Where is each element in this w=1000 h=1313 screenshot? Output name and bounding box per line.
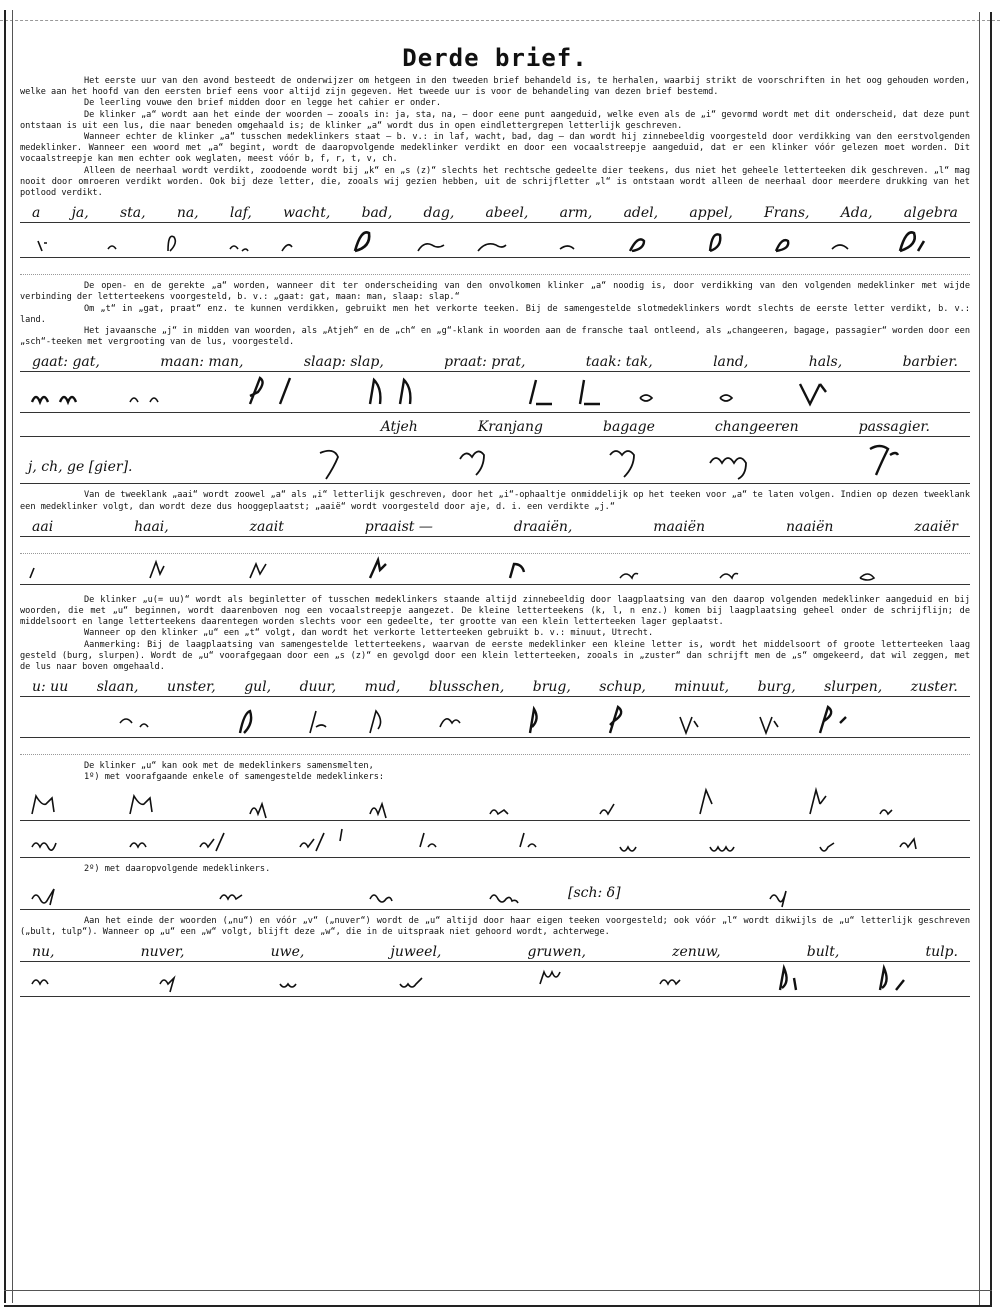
paragraph-5: Alleen de neerhaal wordt verdikt, zoodoende wordt bij „k“ en „s (z)“ slechts het rechtsche gedeelte dier teekens, dus niet het geheele letterteeken dik geschreven. „l“ mag nooit door omroeren verdikt worden. Ook bij deze letter, die, zooals wij gezien hebben, uit de schrijfletter „l“ is ontstaan wordt alleen de neerhaal door meerdere drukking van het potlood verdikt. xyxy=(20,165,970,199)
top-border xyxy=(0,0,1000,21)
paragraph-14: 1º) met voorafgaande enkele of samengestelde medeklinkers: xyxy=(84,772,385,783)
paragraph-2: De leerling vouwe den brief midden door en legge het cahier er onder. xyxy=(84,98,441,109)
word: maaiën xyxy=(653,518,706,535)
row-prefix-label: j, ch, ge [gier]. xyxy=(28,459,133,476)
word: bagage xyxy=(603,419,655,436)
paragraph-13: De klinker „u“ kan ook met de medeklinkers samensmelten, xyxy=(84,761,374,772)
stenography-signs xyxy=(20,875,970,909)
ruled-line xyxy=(20,537,970,554)
word: zuster. xyxy=(910,679,958,696)
ruled-line xyxy=(20,738,970,755)
word: passagier. xyxy=(858,419,930,436)
word: Ada, xyxy=(840,205,873,222)
word: naaiën xyxy=(785,518,834,535)
stenography-signs xyxy=(20,372,970,412)
word: changeeren xyxy=(714,419,799,436)
word: brug, xyxy=(532,679,571,696)
word: gruwen, xyxy=(527,944,586,961)
paragraph-15: 2º) met daaropvolgende medeklinkers. xyxy=(84,863,271,874)
word: na, xyxy=(176,205,199,222)
stenography-row-7 xyxy=(20,821,970,858)
stenography-row-1 xyxy=(20,223,970,258)
stenography-row-9 xyxy=(20,962,970,997)
stenography-signs xyxy=(20,821,970,857)
paragraph-3: De klinker „a“ wordt aan het einde der woorden — zooals in: ja, sta, na, — door eene punt aangeduid, welke even als de „i“ gevormd wordt met dit onderscheid, dat deze punt ontstaan is uit een lus, die naar beneden omgehaald is; de klinker „a“ wordt dus in open eindlettergrepen letterlijk geschreven. xyxy=(20,109,970,131)
word: adel, xyxy=(623,205,659,222)
handwriting-row-2 xyxy=(20,348,970,372)
word: tulp. xyxy=(925,944,958,961)
word: gul, xyxy=(244,679,272,696)
word: burg, xyxy=(757,679,796,696)
stenography-row-6 xyxy=(20,784,970,821)
word: praat: prat, xyxy=(444,354,526,371)
word: zaaiër xyxy=(914,518,958,535)
word: sta, xyxy=(119,205,146,222)
word: bult, xyxy=(806,944,840,961)
word: land, xyxy=(713,354,749,371)
word: slaan, xyxy=(96,679,139,696)
paragraph-9: Van de tweeklank „aai“ wordt zoowel „a“ als „i“ letterlijk geschreven, door het „i“-ophaaltje onmiddelijk op het teeken voor „a“ te laten volgen. Indien op dezen tweeklank een medeklinker volgt, dan wordt deze dus hooggeplaatst; „aaië“ wordt voorgesteld door aje, d. i. een verdikte „j.“ xyxy=(20,490,970,512)
word: wacht, xyxy=(283,205,331,222)
word: draaiën, xyxy=(513,518,573,535)
stenography-signs xyxy=(20,223,970,257)
word: nuver, xyxy=(140,944,185,961)
word: appel, xyxy=(689,205,733,222)
word: Kranjang xyxy=(477,419,544,436)
stenography-signs xyxy=(20,437,970,483)
paragraph-8: Het javaansche „j“ in midden van woorden, als „Atjeh“ en de „ch“ en „g“-klank in woorden aan de fransche taal ontleend, als „changeeren, bagage, passagier“ worden door een „sch“-teeken met vergrooting van de lus, voorgesteld. xyxy=(20,326,970,348)
stenography-row-8 xyxy=(20,875,970,910)
word: taak: tak, xyxy=(585,354,653,371)
handwriting-row-3 xyxy=(20,413,970,437)
word: nu, xyxy=(32,944,55,961)
word: schup, xyxy=(599,679,646,696)
word: slurpen, xyxy=(824,679,883,696)
handwriting-row-1 xyxy=(20,199,970,223)
stenography-row-5 xyxy=(20,697,970,738)
word: arm, xyxy=(559,205,593,222)
word: aai xyxy=(32,518,54,535)
left-border xyxy=(4,10,13,1303)
bottom-border xyxy=(4,1290,992,1307)
word: barbier. xyxy=(902,354,958,371)
paragraph-6: De open- en de gerekte „a“ worden, wanneer dit ter onderscheiding van den onvolkomen klinker „a“ noodig is, door verdikking van den volgenden medeklinker met wijde verbinding der letterteekens voorgesteld, b. v.: „gaat: gat, maan: man, slaap: slap.“ xyxy=(20,281,970,303)
right-border xyxy=(979,12,992,1305)
word: laf, xyxy=(229,205,252,222)
paragraph-10: De klinker „u(= uu)“ wordt als beginletter of tusschen medeklinkers staande altijd zinnebeeldig door laagplaatsing van den daarop volgenden medeklinker aangeduid en bij woorden, die met „u“ beginnen, wordt daarenboven nog een vocaalstreepje aangezet. De kleine letterteekens (k, l, n enz.) komen bij laagplaatsing geheel onder de schrijflijn; de middelsoort en lange letterteekens daarentegen worden slechts voor een gedeelte, ter grootte van een klein letterteeken lager geplaatst. xyxy=(20,594,970,628)
ruled-line xyxy=(20,258,970,275)
word: mud, xyxy=(364,679,401,696)
word: zenuw, xyxy=(672,944,721,961)
word: ja, xyxy=(71,205,89,222)
page-title: Derde brief. xyxy=(402,44,588,72)
word: Frans, xyxy=(764,205,810,222)
content xyxy=(20,32,970,997)
stenography-signs xyxy=(20,697,970,737)
word: algebra xyxy=(903,205,958,222)
stenography-row-3 xyxy=(20,437,970,484)
word: juweel, xyxy=(390,944,442,961)
word: u: uu xyxy=(32,679,69,696)
handwriting-row-4 xyxy=(20,513,970,537)
stenography-row-4 xyxy=(20,554,970,585)
row-extra-label: [sch: δ] xyxy=(568,884,621,901)
paragraph-11: Wanneer op den klinker „u“ een „t“ volgt, dan wordt het verkorte letterteeken gebruikt b. v.: minuut, Utrecht. xyxy=(84,628,654,639)
paragraph-12: Aanmerking: Bij de laagplaatsing van samengestelde letterteekens, waarvan de eerste medeklinker een kleine letter is, wordt het middelsoort of groote letterteeken laag gesteld (burg, slurpen). Wordt de „u“ voorafgegaan door een „s (z)“ en gevolgd door een klein letterteeken, zooals in „zuster“ dan schrijft men de „s“ omgekeerd, dat wil zeggen, met de lus naar boven omgehaald. xyxy=(20,639,970,673)
paragraph-16: Aan het einde der woorden („nu“) en vóór „v“ („nuver“) wordt de „u“ altijd door haar eigen teeken voorgesteld; ook vóór „l“ wordt dikwijls de „u“ letterlijk geschreven („bult, tulp“). Wanneer op „u“ een „w“ volgt, blijft deze „w“, die in de uitspraak niet gehoord wordt, achterwege. xyxy=(20,915,970,938)
word: bad, xyxy=(361,205,393,222)
stenography-signs xyxy=(20,962,970,996)
word: blusschen, xyxy=(428,679,505,696)
paragraph-4: Wanneer echter de klinker „a“ tusschen medeklinkers staat — b. v.: in laf, wacht, bad, dag — dan wordt hij zinnebeeldig voorgesteld door verdikking van den eerstvolgenden medeklinker. Wanneer een woord met „a“ begint, wordt de daaropvolgende medeklinker verdikt en door een vocaalstreepje aangeduid, dat er een klinker vóór gelezen moet worden. Dit vocaalstreepje kan men echter ook weglaten, meest vóór b, f, r, t, v, ch. xyxy=(20,132,970,165)
word: uwe, xyxy=(270,944,305,961)
word: haai, xyxy=(134,518,169,535)
paragraph-7: Om „t“ in „gat, praat“ enz. te kunnen verdikken, gebruikt men het verkorte teeken. Bij de samengestelde slotmedeklinkers wordt slechts de eerste letter verdikt, b. v.: land. xyxy=(20,303,970,325)
word: unster, xyxy=(166,679,216,696)
word: maan: man, xyxy=(160,354,244,371)
word: zaait xyxy=(249,518,284,535)
word: duur, xyxy=(299,679,337,696)
word: praaist — xyxy=(364,518,433,535)
handwriting-row-5 xyxy=(20,673,970,697)
paragraph-1: Het eerste uur van den avond besteedt de onderwijzer om hetgeen in den tweeden brief behandeld is, te herhalen, waarbij strikt de voorschriften in het oog gehouden worden, welke aan het hoofd van den eersten brief eens voor altijd zijn gegeven. Het tweede uur is voor de behandeling van dezen brief bestemd. xyxy=(20,76,970,98)
word: gaat: gat, xyxy=(32,354,100,371)
stenography-signs xyxy=(20,784,970,820)
word: a xyxy=(32,205,41,222)
handwriting-row-9 xyxy=(20,938,970,962)
word: slaap: slap, xyxy=(303,354,384,371)
word: dag, xyxy=(423,205,455,222)
word: minuut, xyxy=(674,679,730,696)
word: Atjeh xyxy=(380,419,418,436)
stenography-signs xyxy=(20,554,970,584)
word: abeel, xyxy=(485,205,529,222)
word: hals, xyxy=(808,354,843,371)
stenography-row-2 xyxy=(20,372,970,413)
